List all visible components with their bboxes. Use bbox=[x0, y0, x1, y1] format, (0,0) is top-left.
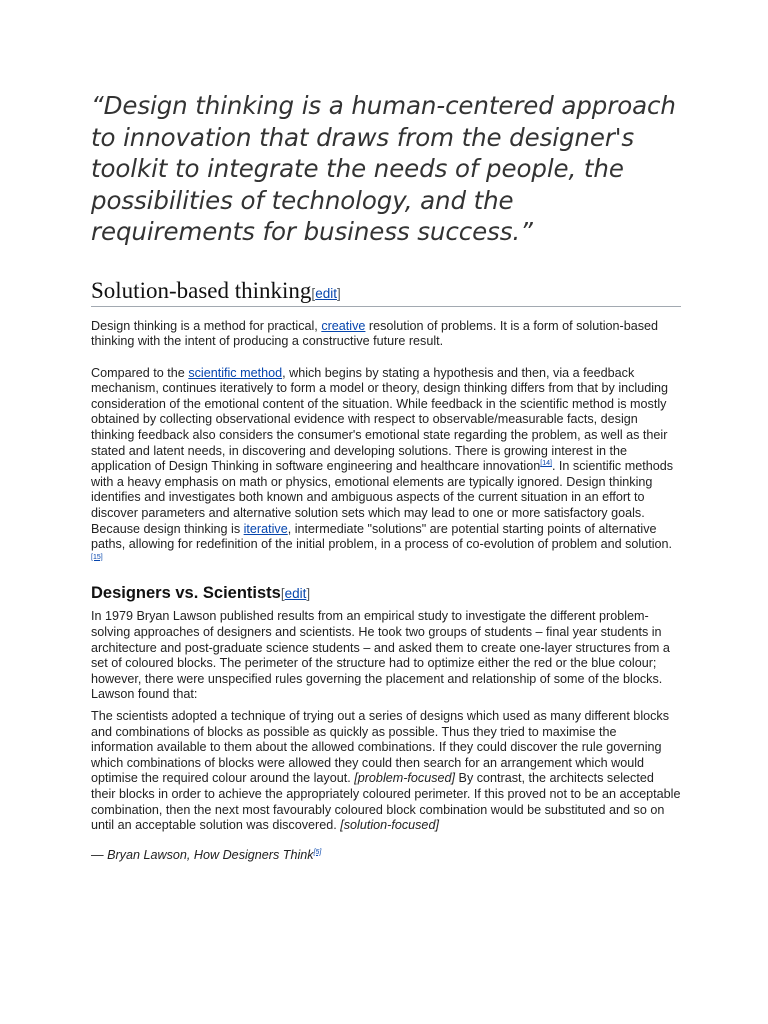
paragraph-scientific-method: Compared to the scientific method, which begins by stating a hypothesis and then, via a feedback mechanism, continues iteratively to form a model or theory, design thinking differs from that by including consideration of the emotional content of the situation. While feedback in the scientific method is mostly obtained by collecting observational evidence with respect to observable/measurable facts, design thinking feedback also considers the consumer's emotional state regarding the problem, as well as their stated and latent needs, in discovering and developing solutions. There is growing interest in the application of Design Thinking in software engineering and healthcare innovation[14]. In scientific methods with a heavy emphasis on math or physics, emotional elements are typically ignored. Design thinking identifies and investigates both known and ambiguous aspects of the current situation in an effort to discover parameters and alternative solution sets which may lead to one or more satisfactory goals. Because design thinking is iterative, intermediate "solutions" are potential starting points of alternative paths, allowing for redefinition of the initial problem, in a process of co-evolution of problem and solution.[15] bbox=[91, 365, 674, 561]
link-scientific-method[interactable]: scientific method bbox=[188, 365, 283, 380]
reference-link[interactable]: [5] bbox=[313, 848, 322, 856]
edit-link[interactable]: edit bbox=[315, 285, 337, 301]
section-title: Solution-based thinking bbox=[91, 277, 312, 303]
edit-section-link: [edit] bbox=[280, 586, 311, 602]
section-heading-solution-based-thinking bbox=[91, 278, 681, 307]
problem-focused-label: [problem-focused] bbox=[354, 771, 456, 786]
link-iterative[interactable]: iterative bbox=[243, 521, 288, 536]
quote-citation: — Bryan Lawson, How Designers Think[5] bbox=[91, 847, 322, 862]
solution-focused-label: [solution-focused] bbox=[340, 818, 439, 833]
subsection-title: Designers vs. Scientists bbox=[91, 584, 281, 603]
article bbox=[91, 90, 681, 863]
edit-link[interactable]: edit bbox=[284, 586, 307, 602]
edit-section-link: [edit] bbox=[311, 285, 341, 301]
link-creative[interactable]: creative bbox=[321, 318, 366, 333]
reference-5 bbox=[314, 849, 322, 856]
paragraph-intro: Design thinking is a method for practical, creative resolution of problems. It is a form of solution-based thinking with the intent of producing a constructive future result. bbox=[91, 318, 659, 349]
section-heading-designers-vs-scientists bbox=[91, 584, 681, 603]
pull-quote: “Design thinking is a human-centered approach to innovation that draws from the designer's toolkit to integrate the needs of people, the possibilities of technology, and the requirements for business success.” bbox=[91, 91, 676, 246]
reference-15 bbox=[91, 554, 103, 561]
paragraph-lawson-study: In 1979 Bryan Lawson published results from an empirical study to investigate the different problem-solving approaches of designers and scientists. He took two groups of students – final year students in architecture and post-graduate science students – and asked them to create one-layer structures from a set of coloured blocks. The perimeter of the structure had to optimize either the red or the blue colour; however, there were unspecified rules governing the placement and relationship of some of the blocks. Lawson found that: bbox=[91, 609, 670, 702]
reference-14 bbox=[540, 460, 552, 467]
reference-link[interactable]: [14] bbox=[540, 460, 552, 468]
blockquote-lawson: The scientists adopted a technique of trying out a series of designs which used as many different blocks and combinations of blocks as possible as quickly as possible. Thus they tried to maximise the information available to them about the allowed combinations. If they could discover the rule governing which combinations of blocks were allowed they could then search for an arrangement which would optimise the required colour around the layout. [problem-focused] By contrast, the architects selected their blocks in order to achieve the appropriately coloured perimeter. If this proved not to be an acceptable combination, then the next most favourably coloured block combination would be substituted and so on until an acceptable solution was discovered. [solution-focused] bbox=[91, 708, 681, 833]
reference-link[interactable]: [15] bbox=[91, 553, 103, 561]
